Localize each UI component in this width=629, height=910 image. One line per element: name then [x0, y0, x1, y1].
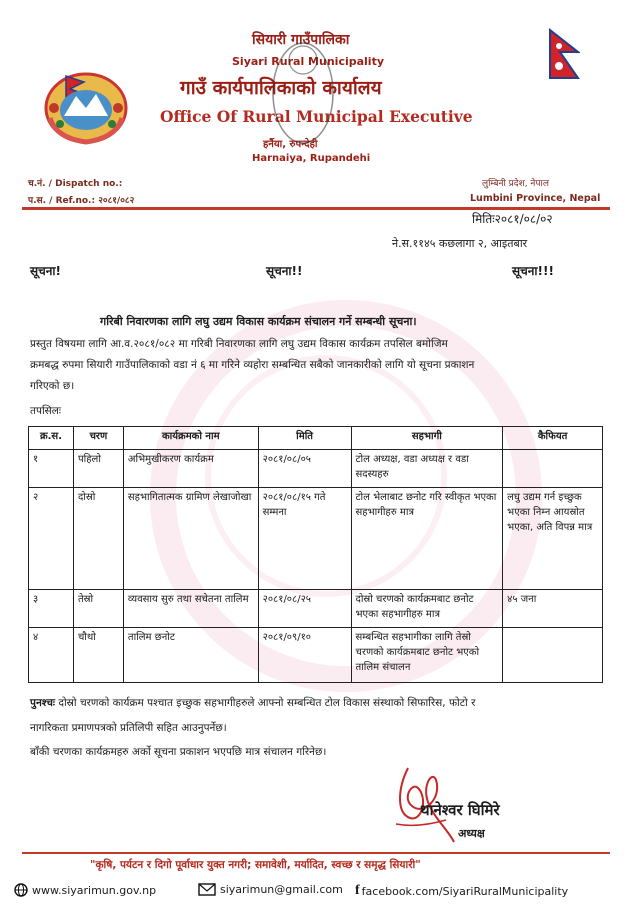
postscript-line1	[30, 693, 608, 713]
notice-right: सूचना!!!	[512, 264, 554, 278]
table-cell	[503, 628, 603, 683]
table-cell: पहिलो	[73, 450, 123, 488]
postscript-text1: दोस्रो चरणको कार्यक्रम पश्चात इच्छुक सहभागीहरुले आफ्नो सम्बन्धित टोल विकास संस्थाको सिफारिस, फोटो र	[58, 697, 476, 709]
email-text: siyarimun@gmail.com	[220, 883, 343, 896]
table-cell: दोस्रो चरणको कार्यक्रमबाट छनोट भएका सहभागीहरु मात्र	[351, 590, 503, 628]
table-cell: चौथो	[73, 628, 123, 683]
col-header: मिति	[258, 427, 351, 450]
col-header: चरण	[73, 427, 123, 450]
org-name-en: Siyari Rural Municipality	[232, 55, 384, 68]
emblem-logo	[36, 58, 136, 146]
table-cell: सम्बन्धित सहभागीका लागि तेस्रो चरणको कार्यक्रमबाट छनोट भएको तालिम संचालन	[351, 628, 503, 683]
table-row	[29, 450, 603, 488]
table-cell: १	[29, 450, 74, 488]
postscript-line2: नागरिकता प्रमाणपत्रको प्रतिलिपी सहित आउनुपर्नेछ।	[30, 722, 227, 734]
table-cell: तेस्रो	[73, 590, 123, 628]
signatory-name: थानेश्वर घिमिरे	[420, 801, 500, 819]
table-cell: लघु उद्यम गर्न इच्छुक भएका निम्न आयस्रोत भएका, अति विपन्न मात्र	[503, 488, 603, 590]
signatory-title: अध्यक्ष	[458, 827, 485, 840]
table-cell: २०८१/०८/०५	[258, 450, 351, 488]
table-cell: अभिमुखीकरण कार्यक्रम	[123, 450, 258, 488]
office-name-en: Office Of Rural Municipal Executive	[160, 107, 473, 126]
website-text: www.siyarimun.gov.np	[32, 883, 157, 897]
address-en: Harnaiya, Rupandehi	[252, 153, 371, 164]
postscript-label: पुनश्चः	[30, 697, 56, 709]
table-cell: २०८१/०९/१०	[258, 628, 351, 683]
col-header: कार्यक्रमको नाम	[123, 427, 258, 450]
table-cell: तालिम छनोट	[123, 628, 258, 683]
province-en: Lumbini Province, Nepal	[470, 193, 601, 204]
stamp-seal	[268, 38, 338, 148]
table-cell: टोल भेलाबाट छनोट गरि स्वीकृत भएका सहभागीहरु मात्र	[351, 488, 503, 590]
facebook-text: facebook.com/SiyariRuralMunicipality	[361, 884, 569, 898]
table-cell: सहभागितात्मक ग्रामिण लेखाजोखा	[123, 488, 258, 590]
era-date: ने.स.११४५ कछलागा २, आइतबार	[392, 237, 528, 250]
dispatch-no: च.नं. / Dispatch no.:	[28, 179, 123, 189]
table-cell: दोस्रो	[73, 488, 123, 590]
table-cell: ३	[29, 590, 74, 628]
col-header: कैफियत	[503, 427, 603, 450]
table-row	[29, 488, 603, 590]
notice-body-line3: गरिएको छ।	[30, 380, 75, 392]
table-cell: २०८१/०८/१५ गते सम्मना	[258, 488, 351, 590]
table-cell: ४५ जना	[503, 590, 603, 628]
col-header: क्र.स.	[29, 427, 74, 450]
address-np: हर्नैया, रुपन्देही	[263, 139, 318, 150]
footer-facebook[interactable]	[355, 883, 568, 899]
mail-icon	[198, 883, 216, 896]
footer-website[interactable]	[14, 883, 156, 897]
table-cell: २०८१/०८/२५	[258, 590, 351, 628]
notice-center: सूचना!!	[266, 264, 303, 278]
table-cell: टोल अध्यक्ष, वडा अध्यक्ष र वडा सदस्यहरु	[351, 450, 503, 488]
table-row	[29, 628, 603, 683]
tapsil-label: तपसिलः	[30, 405, 62, 417]
notice-left: सूचना!	[30, 264, 61, 278]
date: मितिः२०८१/०८/०२	[472, 212, 553, 226]
table-cell: २	[29, 488, 74, 590]
province-np: लुम्बिनी प्रदेश, नेपाल	[482, 179, 549, 189]
table-cell	[503, 450, 603, 488]
facebook-icon: f	[355, 883, 360, 898]
ref-no: प.स. / Ref.no.: २०८१/०८२	[28, 196, 135, 206]
globe-icon	[14, 883, 28, 897]
table-cell: ४	[29, 628, 74, 683]
footer-email[interactable]	[198, 883, 343, 896]
nepal-flag-icon	[548, 28, 580, 80]
notice-body-line2: क्रमबद्ध रुपमा सियारी गाउँपालिकाको वडा नं ६ मा गरिने व्यहोरा सम्बन्धित सबैको जानकारीको लागि यो सूचना प्रकाशन	[30, 359, 475, 371]
schedule-table	[28, 426, 603, 683]
table-cell: व्यवसाय सुरु तथा सचेतना तालिम	[123, 590, 258, 628]
footer-slogan: "कृषि, पर्यटन र दिगो पूर्वाधार युक्त नगरी; समावेशी, मर्यादित, स्वच्छ र समृद्ध सियारी"	[90, 859, 421, 871]
table-row	[29, 590, 603, 628]
postscript-line3: बाँकी चरणका कार्यक्रमहरु अर्को सूचना प्रकाशन भएपछि मात्र संचालन गरिनेछ।	[30, 746, 327, 758]
org-name-np: सियारी गाउँपालिका	[252, 32, 350, 48]
footer-divider	[22, 852, 610, 854]
table-header-row	[29, 427, 603, 450]
notice-body-line1: प्रस्तुत विषयमा लागि आ.व.२०८१/०८२ मा गरिबी निवारणका लागि लघु उद्यम विकास कार्यक्रम तपसिल बमोजिम	[30, 338, 448, 350]
office-name-np: गाउँ कार्यपालिकाको कार्यालय	[180, 77, 382, 99]
notice-subject: गरिबी निवारणका लागि लघु उद्यम विकास कार्यक्रम संचालन गर्ने सम्बन्धी सूचना।	[100, 315, 417, 328]
col-header: सहभागी	[351, 427, 503, 450]
